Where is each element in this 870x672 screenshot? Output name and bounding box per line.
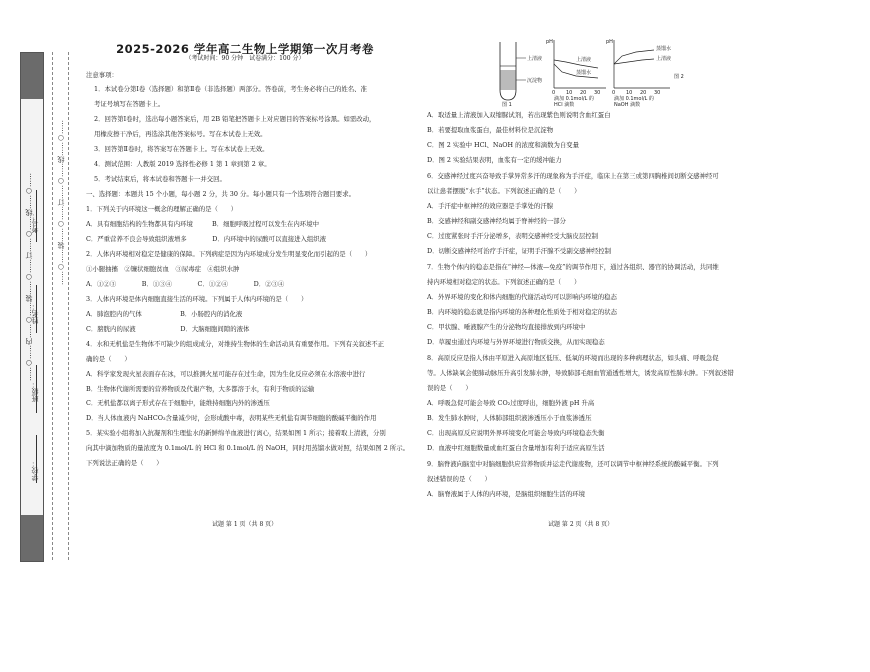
hcl-x-label: 滴加 0.1mol/L 的	[554, 96, 594, 102]
right-lines-line: 误的是（ ）	[427, 383, 472, 392]
left-lines-line: B．生物体代谢所需要的营养物质及代谢产物，大多都溶于水，有利于物质的运输	[86, 384, 315, 393]
hcl-legend-supernatant: 上清液	[576, 57, 592, 63]
right-lines-line: D．草履虫通过内环境与外界环境进行物质交换，从而实现稳态	[427, 338, 605, 347]
right-lines-line: C．图 2 实验中 HCl、NaOH 的浓度和滴数为自变量	[427, 141, 580, 150]
left-lines-line: 考证号填写在答题卡上。	[94, 100, 165, 109]
left-column	[86, 42, 409, 475]
left-lines-line: D．当人体血液内 NaHCO₃含量减少时，会形成酸中毒，表明某些无机盐有调节细胞的酸碱平衡的作用	[86, 414, 377, 423]
left-lines-line: 5．考试结束后，将本试卷和答题卡一并交回。	[94, 175, 226, 184]
right-lines-line: 叙述错误的是（ ）	[427, 474, 491, 483]
right-lines-line: 以让患者摆脱“水手”状态。下列叙述正确的是（ ）	[427, 186, 581, 195]
hcl-y-axis-label: pH	[546, 39, 553, 45]
left-lines-line: 下列说法正确的是（ ）	[86, 459, 163, 468]
seal-dashed-line	[52, 52, 53, 560]
right-lines-line: A．取适量上清液加入双缩脲试剂，若出现紫色则说明含血红蛋白	[427, 111, 611, 119]
exam-no-label: 考号：	[31, 212, 39, 233]
name-label: 姓名：	[31, 303, 39, 324]
class-label: 班级：	[31, 381, 39, 402]
left-lines-line: 1．下列关于内环境这一概念的理解正确的是（ ）	[86, 205, 238, 214]
fig1-top-label: 上清液	[527, 56, 543, 62]
hcl-x-label-2: HCl 滴数	[554, 102, 575, 108]
right-lines-line: D．血液中红细胞数量或血红蛋白含量增加有利于适应高原生活	[427, 444, 605, 453]
right-lines-line: 持内环境相对稳定的状态。下列叙述正确的是（ ）	[427, 277, 581, 286]
naoh-tick-10: 10	[626, 90, 633, 96]
left-lines-line: 4．水和无机盐是生物体不可缺少的组成成分，对维持生物体的生命活动具有重要作用。下列有关叙述不正	[86, 339, 385, 348]
centrifuge-tube-diagram	[488, 40, 548, 106]
right-column	[427, 44, 759, 506]
left-lines-line: 用橡皮擦干净后，再选涂其他答案标号。写在本试卷上无效。	[94, 130, 267, 139]
seal-dashed-line-outer	[68, 52, 69, 560]
figure-2-naoh-chart	[604, 38, 684, 112]
naoh-x-label: 滴加 0.1mol/L 的	[614, 96, 654, 102]
right-lines-line: B．交感神经和副交感神经均属于脊神经的一部分	[427, 217, 566, 226]
naoh-tick-0: 0	[612, 90, 616, 96]
left-lines-line: ①小腿抽搐 ②镰状细胞贫血 ③尿毒症 ④组织水肿	[86, 264, 240, 273]
figure-1	[488, 40, 548, 110]
binding-bar-bottom	[21, 515, 43, 561]
right-lines-line: A．手汗症中枢神经的效应器是手掌处的汗腺	[427, 201, 554, 210]
left-lines-line: A．科学家发现火星表面存在冰，可以推测火星可能存在过生命，因为生化反应必须在水溶液中进行	[86, 369, 366, 378]
hcl-legend-water: 蒸馏水	[576, 70, 592, 76]
binding-bar-top	[21, 53, 43, 99]
left-lines-line: 5．某实验小组将加入抗凝剂和生理盐水的新鲜绵羊血液进行离心，结果如图 1 所示；接着取上清液，分别	[86, 429, 386, 438]
naoh-line-supernatant	[614, 59, 654, 64]
right-lines-line: C．甲状腺、唾液腺产生的分泌物均直接排放到内环境中	[427, 323, 586, 332]
right-lines-line: D．图 2 实验结果表明，血浆有一定的缓冲能力	[427, 156, 562, 165]
left-lines-line: 2．人体内环境相对稳定是健康的保障。下列病症是因为内环境成分发生明显变化而引起的是（ ）	[86, 249, 372, 258]
naoh-legend-supernatant: 上清液	[656, 56, 672, 62]
right-lines-line: B．发生肺水肿时，人体肺部组织液渗透压小于血浆渗透压	[427, 414, 592, 423]
naoh-legend-water: 蒸馏水	[656, 46, 672, 52]
hcl-tick-20: 20	[580, 90, 587, 96]
naoh-y-axis-label: pH	[606, 39, 613, 45]
left-lines-line: 4．测试范围：人教版 2019 选择性必修 1 第 1 章到第 2 章。	[94, 160, 271, 169]
right-lines-line: 等。人体缺氧会使肺动脉压升高引发肺水肿，导致肺部毛细血管通透性增大，诱发高原性肺水肿。下列叙述错	[427, 368, 734, 377]
left-lines-line: A．具有细胞结构的生物都具有内环境 B．细胞呼吸过程可以发生在内环境中	[86, 220, 319, 229]
left-lines-line: C．严重营养不良会导致组织液增多 D．内环境中的尿酸可以直接进入组织液	[86, 234, 327, 243]
left-lines-line: 确的是（ ）	[86, 354, 131, 363]
hcl-tick-0: 0	[552, 90, 556, 96]
right-lines-line: A．外界环境的变化和体内细胞的代谢活动均可以影响内环境的稳态	[427, 292, 617, 301]
left-lines-line: 一、选择题：本题共 15 个小题，每小题 2 分，共 30 分。每小题只有一个选项符合题目要求。	[86, 190, 355, 199]
seal-line-text: ……○……装……○……订……○……线……○……	[57, 120, 65, 285]
left-lines-line: 向其中滴加物质的量浓度为 0.1mol/L 的 HCl 和 0.1mol/L 的 NaOH，同时用蒸馏水做对照，结果如图 2 所示。	[86, 444, 409, 453]
left-lines-line: 注意事项：	[86, 70, 118, 79]
right-lines-line: 9．脑脊液向脑室中对脑细胞供应营养物质并运走代谢废物，还可以调节中枢神经系统的酸碱平衡。下列	[427, 459, 719, 468]
left-lines-line: 3．回答第Ⅱ卷时，将答案写在答题卡上。写在本试卷上无效。	[94, 145, 269, 154]
hcl-tick-30: 30	[594, 90, 601, 96]
naoh-x-label-2: NaOH 滴数	[614, 102, 641, 108]
left-lines-line: C．无机盐都以离子形式存在于细胞中，能维持细胞内外的渗透压	[86, 399, 270, 408]
left-lines-line: 2．回答第Ⅰ卷时，选出每小题答案后，用 2B 铅笔把答题卡上对应题目的答案标号涂黑。如需改动，	[94, 115, 376, 124]
naoh-tick-30: 30	[654, 90, 661, 96]
fig2-caption: 图 2	[674, 74, 684, 80]
page-title: 2025-2026 学年高二生物上学期第一次月考卷	[116, 42, 374, 56]
school-label: 学校：	[31, 460, 39, 481]
naoh-tick-20: 20	[640, 90, 647, 96]
naoh-line-water	[614, 50, 654, 64]
footer-page-1: 试题 第 1 页（共 8 页）	[212, 521, 278, 528]
right-lines-line: A．呼吸急促可能会导致 CO₂过度呼出，细胞外液 pH 升高	[427, 398, 595, 407]
left-lines-line: A．①②③ B．①③④ C．①②④ D．②③④	[86, 279, 285, 288]
left-lines-line: C．膀胱内的尿液 D．大脑细胞间隙的液体	[86, 324, 250, 333]
left-lines-line: 3．人体内环境是体内细胞直接生活的环境。下列属于人体内环境的是（ ）	[86, 294, 308, 303]
left-lines-line: 1．本试卷分第Ⅰ卷（选择题）和第Ⅱ卷（非选择题）两部分。答卷前，考生务必将自己的姓名、准	[94, 85, 367, 94]
right-lines-line: A．脑脊液属于人体的内环境，是脑组织细胞生活的环境	[427, 489, 585, 498]
right-lines-line: 6．交感神经过度兴奋导致手掌异常多汗的现象称为手汗症，临床上在第三或第四胸椎间切断交感神经可	[427, 171, 719, 180]
exam-subtitle: （考试时间：90 分钟 试卷满分：100 分）	[185, 54, 305, 62]
right-lines-line: 7．生物个体内的稳态是指在“神经—体液—免疫”的调节作用下，通过各组织、器官的协调活动，共同维	[427, 262, 719, 271]
right-lines-line: D．切断交感神经可治疗手汗症，证明手汗腺不受副交感神经控制	[427, 247, 612, 256]
right-lines-line: C．出现高原反应说明外界环境变化可能会导致内环境稳态失衡	[427, 429, 605, 438]
footer-page-2: 试题 第 2 页（共 8 页）	[548, 521, 614, 528]
left-lines-line: A．肺泡腔内的气体 B．小肠腔内的消化液	[86, 309, 243, 318]
figure-2-hcl-chart	[546, 38, 610, 112]
right-text-block	[427, 112, 759, 497]
right-lines-line: B．若要提取血浆蛋白，最佳材料位是沉淀物	[427, 126, 554, 135]
hcl-tick-10: 10	[566, 90, 573, 96]
binding-inner-note: ……○……内……○……装……○……订……○……线……○……	[25, 173, 33, 381]
fig1-bottom-label: 沉淀物	[527, 78, 543, 84]
right-lines-line: 8．高原反应是指人体由平原进入高原地区低压、低氧的环境而出现的多种病理状态，如头痛、呼吸急促	[427, 353, 719, 362]
fig1-caption: 图 1	[502, 102, 512, 108]
right-lines-line: C．过度紧张时手汗分泌增多，表明交感神经受大脑皮层控制	[427, 232, 599, 241]
left-text-block	[86, 70, 409, 468]
right-lines-line: B．内环境的稳态就是指内环境的各种理化性质处于相对稳定的状态	[427, 308, 618, 317]
